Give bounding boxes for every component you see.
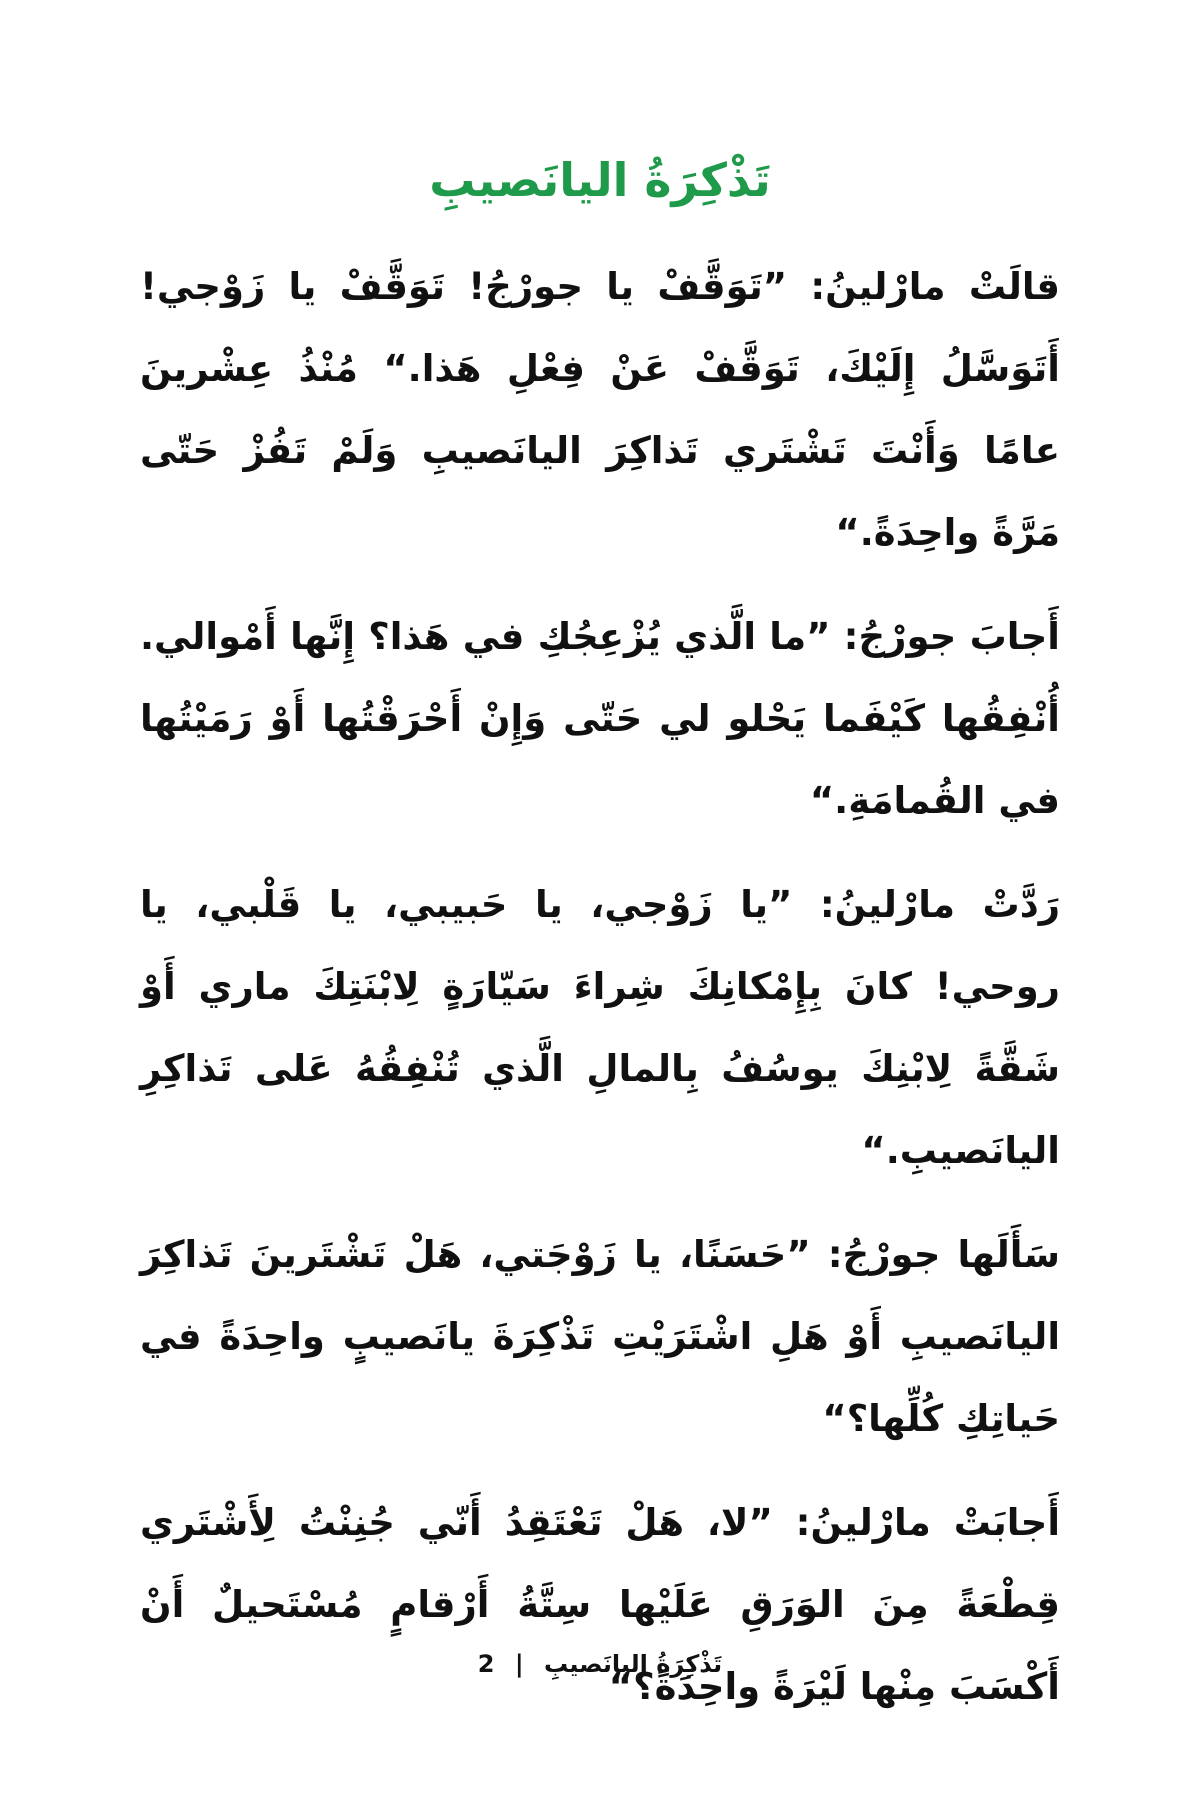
- paragraph-4: سَأَلَها جورْجُ: ”حَسَنًا، يا زَوْجَتي، هَلْ تَشْتَرينَ تَذاكِرَ اليانَصيبِ أَوْ هَلِ اشْتَرَيْتِ تَذْكِرَةَ يانَصيبٍ واحِدَةً في حَياتِكِ كُلِّها؟“: [140, 1233, 1060, 1440]
- paragraph-5: أَجابَتْ مارْلينُ: ”لا، هَلْ تَعْتَقِدُ أَنّي جُنِنْتُ لِأَشْتَري قِطْعَةً مِنَ الوَرَقِ عَلَيْها سِتَّةُ أَرْقامٍ مُسْتَحيلٌ أَنْ أَكْسَبَ مِنْها لَيْرَةً واحِدَةً؟“: [140, 1501, 1060, 1708]
- paragraph-1: قالَتْ مارْلينُ: ”تَوَقَّفْ يا جورْجُ! تَوَقَّفْ يا زَوْجي! أَتَوَسَّلُ إِلَيْكَ، تَوَقَّفْ عَنْ فِعْلِ هَذا.“ مُنْذُ عِشْرينَ عامًا وَأَنْتَ تَشْتَري تَذاكِرَ اليانَصيبِ وَلَمْ تَفُزْ حَتّى مَرَّةً واحِدَةً.“: [140, 265, 1060, 554]
- page-number: 2: [477, 1650, 495, 1678]
- page-footer: [0, 1650, 1200, 1678]
- footer-separator: |: [514, 1650, 524, 1678]
- paragraph-3: رَدَّتْ مارْلينُ: ”يا زَوْجي، يا حَبيبي، يا قَلْبي، يا روحي! كانَ بِإِمْكانِكَ شِراءَ سَيّارَةٍ لِابْنَتِكَ ماري أَوْ شَقَّةً لِابْنِكَ يوسُفُ بِالمالِ الَّذي تُنْفِقُهُ عَلى تَذاكِرِ اليانَصيبِ.“: [140, 883, 1060, 1172]
- paragraph-2: أَجابَ جورْجُ: ”ما الَّذي يُزْعِجُكِ في هَذا؟ إِنَّها أَمْوالي. أُنْفِقُها كَيْفَما يَحْلو لي حَتّى وَإِنْ أَحْرَقْتُها أَوْ رَمَيْتُها في القُمامَةِ.“: [140, 615, 1060, 822]
- footer-book-title: تَذْكِرَةُ اليانَصيبِ: [543, 1650, 723, 1678]
- story-page: [140, 140, 1060, 1750]
- page-title: تَذْكِرَةُ اليانَصيبِ: [429, 153, 771, 207]
